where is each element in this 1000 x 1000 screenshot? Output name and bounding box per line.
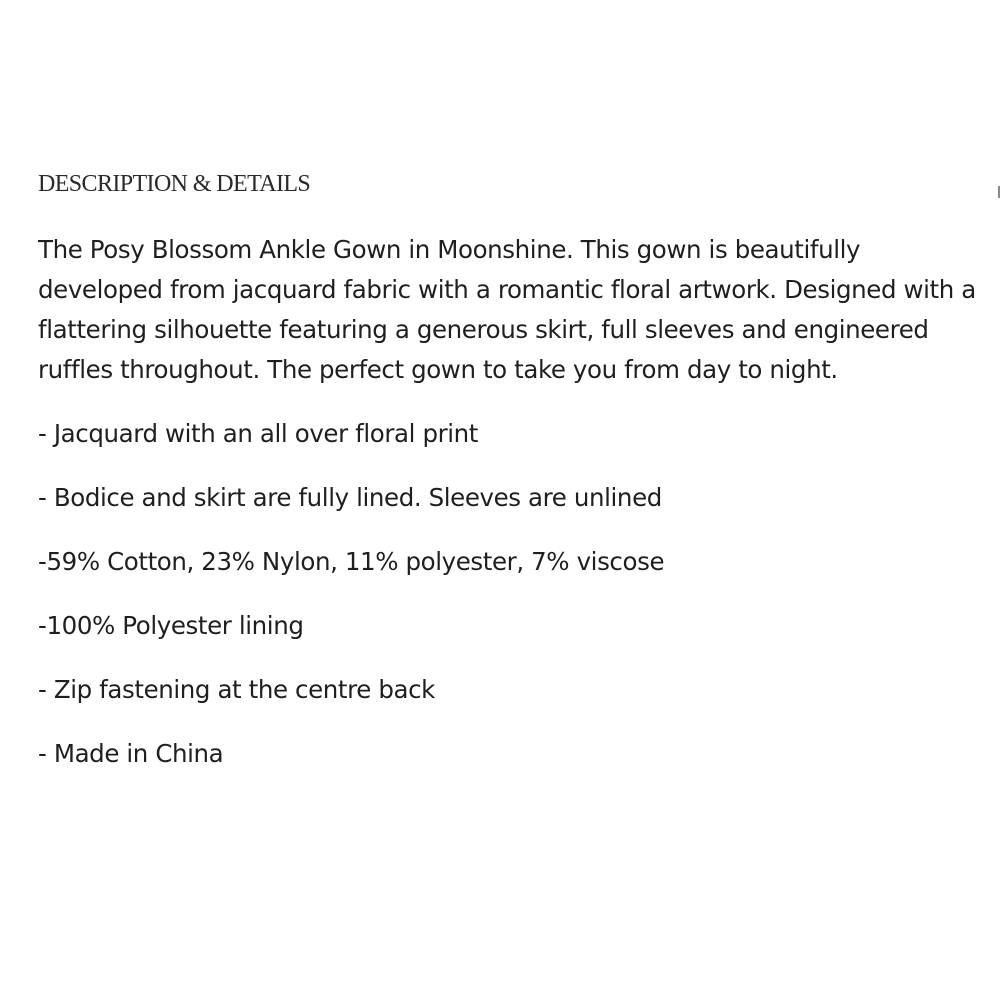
product-description: The Posy Blossom Ankle Gown in Moonshine. This gown is beautifully developed from jacquard fabric with a romantic floral artwork. Designed with a flattering silhouette featuring a generous skirt, full sleeves and engineered ruffles throughout. The perfect gown to take you from day to night. xyxy=(38,235,976,384)
description-details-panel xyxy=(38,168,988,798)
detail-item-origin: - Made in China xyxy=(38,739,224,768)
detail-item-composition: -59% Cotton, 23% Nylon, 11% polyester, 7% viscose xyxy=(38,547,665,576)
detail-item-fabric: - Jacquard with an all over floral print xyxy=(38,419,479,448)
detail-item-lining-material: -100% Polyester lining xyxy=(38,611,304,640)
detail-item-lining-info: - Bodice and skirt are fully lined. Sleeves are unlined xyxy=(38,483,662,512)
detail-item-fastening: - Zip fastening at the centre back xyxy=(38,675,435,704)
details-list xyxy=(38,414,988,774)
section-heading: DESCRIPTION & DETAILS xyxy=(38,171,311,197)
